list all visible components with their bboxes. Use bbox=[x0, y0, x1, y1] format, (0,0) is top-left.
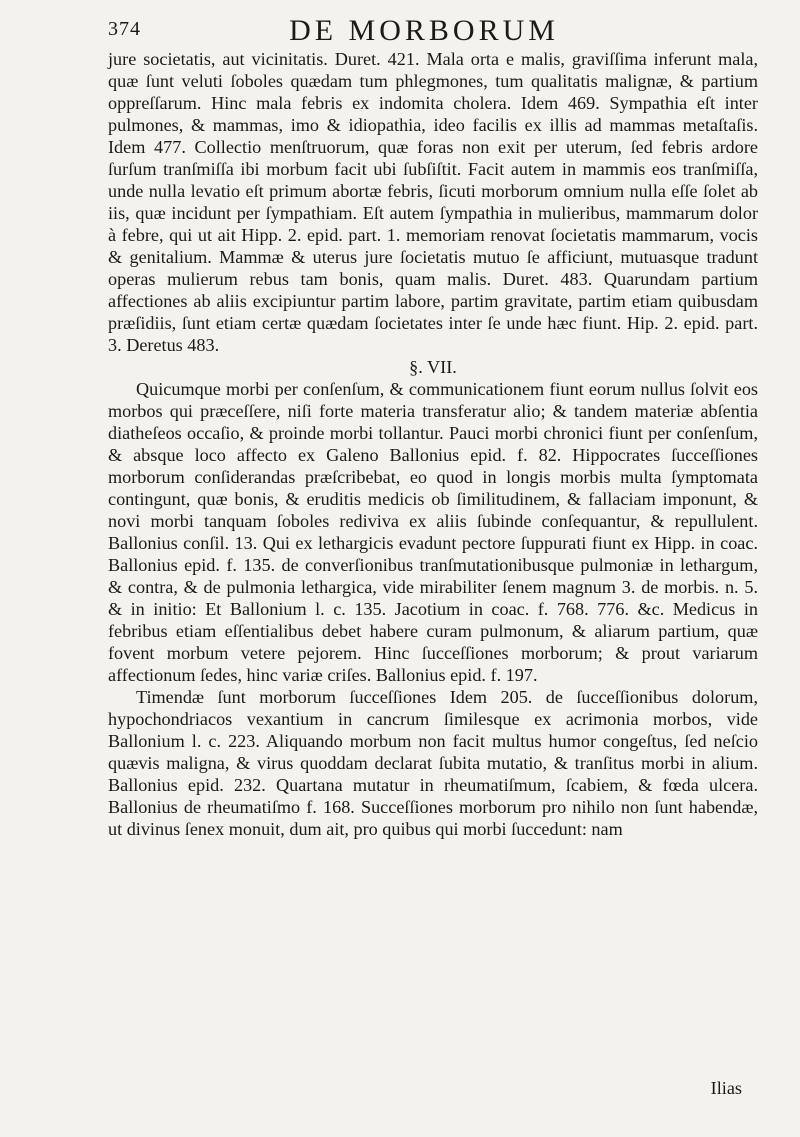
paragraph: Timendæ ſunt morborum ſucceſſiones Idem 205. de ſucceſſionibus dolorum, hypochondriacos vexantium in cancrum ſimilesque ex acrimonia morbos, vide Ballonium l. c. 223. Aliquando morbum non facit multus humor congeſtus, ſed neſcio quævis maligna, & virus quoddam declarat ſubita mutatio, & tranſitus morbi in alium. Ballonius epid. 232. Quartana mutatur in rheumatiſmum, ſcabiem, & fœda ulcera. Ballonius de rheumatiſmo f. 168. Succeſſiones morborum pro nihilo non ſunt habendæ, ut divinus ſenex monuit, dum ait, pro quibus qui morbi ſuccedunt: nam bbox=[108, 687, 758, 839]
page-number: 374 bbox=[108, 18, 141, 40]
section-heading: §. VII. bbox=[409, 357, 457, 377]
paragraph: jure societatis, aut vicinitatis. Duret. 421. Mala orta e malis, graviſſima inferunt mala, quæ ſunt veluti ſoboles quædam tum phlegmones, tum qualitatis malignæ, & partium oppreſſarum. Hinc mala febris ex indomita cholera. Idem 469. Sympathia eſt inter pulmones, & mammas, imo & idiopathia, ideo facilis ex illis ad mammas metaſtaſis. Idem 477. Collectio menſtruorum, quæ foras non exit per uterum, ſed febris ardore ſurſum tranſmiſſa ibi morbum facit ubi ſubſiſtit. Facit autem in mammis eos tranſmiſſa, unde nulla levatio eſt primum abortæ febris, ſicuti morborum omnium nulla eſſe ſolet ab iis, quæ incidunt per ſympathiam. Eſt autem ſympathia in mulieribus, mammarum dolor à febre, qui ut ait Hipp. 2. epid. part. 1. memoriam renovat ſocietatis mammarum, vocis & genitalium. Mammæ & uterus jure ſocietatis mutuo ſe afficiunt, mutuasque tradunt operas mulierum rebus tam bonis, quam malis. Duret. 483. Quarundam partium affectiones ab aliis excipiuntur partim labore, partim gravitate, partim etiam quibusdam præſidiis, ſunt etiam certæ quædam ſocietates inter ſe unde hæc fiunt. Hip. 2. epid. part. 3. Deretus 483. bbox=[108, 49, 758, 355]
body-text bbox=[108, 48, 758, 840]
paragraph: Quicumque morbi per conſenſum, & communicationem fiunt eorum nullus ſolvit eos morbos qui præceſſere, niſi forte materia transferatur alio; & tandem materiæ abſentia diatheſeos occaſio, & proinde morbi tollantur. Pauci morbi chronici fiunt per conſenſum, & absque loco affecto ex Galeno Ballonius epid. f. 82. Hippocrates ſucceſſiones morborum conſiderandas præſcribebat, eo quod in longis morbis multa ſymptomata contingunt, quæ bonis, & eruditis medicis ob ſimilitudinem, & fallaciam imponunt, & novi morbi tanquam ſoboles rediviva ex aliis ſubinde conſequantur, & repullulent. Ballonius conſil. 13. Qui ex lethargicis evadunt pectore ſuppurati fiunt ex Hipp. in coac. Ballonius epid. f. 135. de converſionibus tranſmutationibusque pulmoniæ in lethargum, & contra, & de pulmonia lethargica, vide mirabiliter ſenem magnum 3. de morbis. n. 5. & in initio: Et Ballonium l. c. 135. Jacotium in coac. f. 768. 776. &c. Medicus in febribus etiam eſſentialibus debet habere curam pulmonum, & aliarum partium, quæ fovent morbum vetere pejorem. Hinc ſucceſſiones morborum; & prout variarum affectionum ſedes, hinc variæ criſes. Ballonius epid. f. 197. bbox=[108, 379, 758, 685]
running-title: DE MORBORUM bbox=[289, 14, 559, 47]
catchword: Ilias bbox=[710, 1078, 742, 1098]
page-header bbox=[108, 14, 740, 47]
